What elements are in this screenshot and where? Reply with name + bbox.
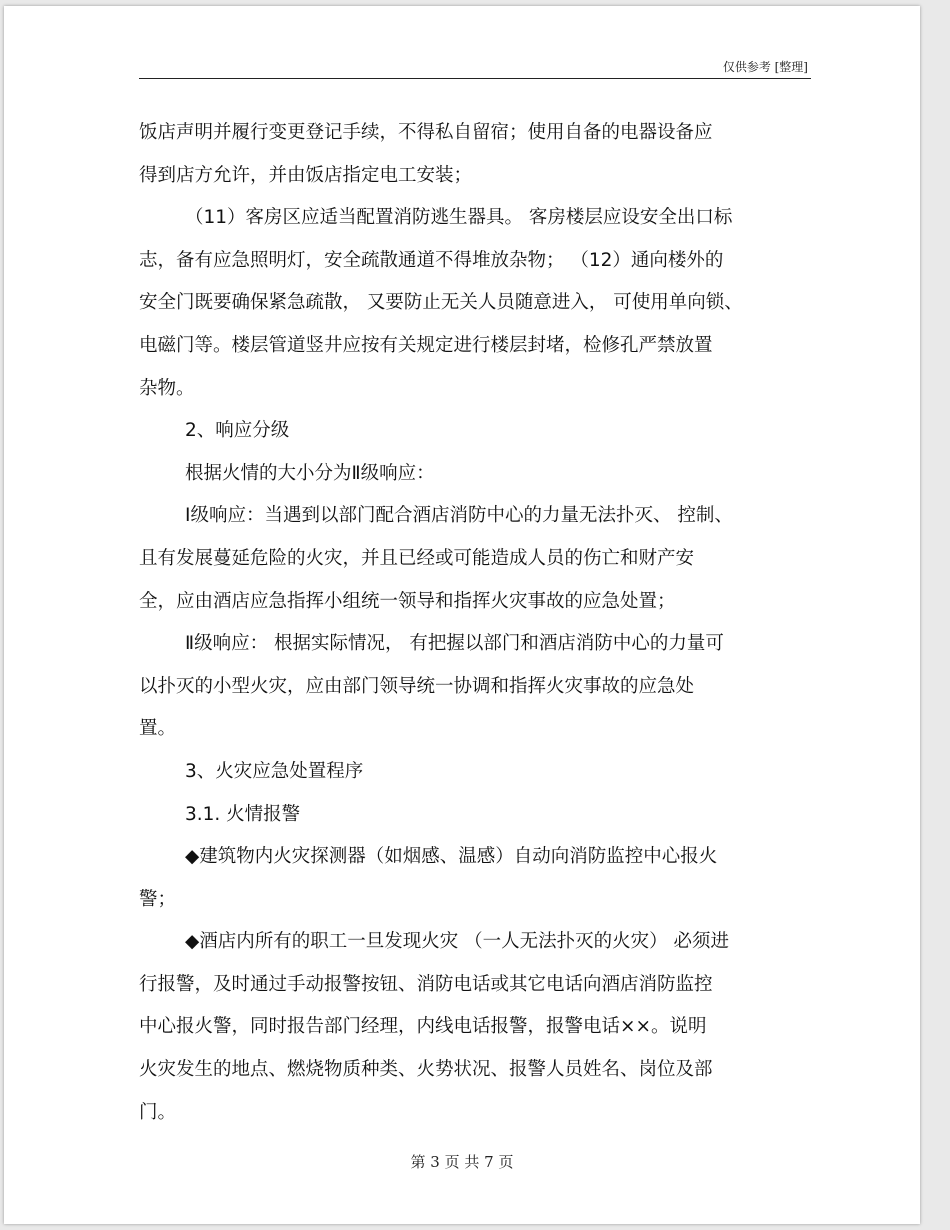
header-divider <box>139 78 811 79</box>
text-line: ◆酒店内所有的职工一旦发现火灾 （一人无法扑灭的火灾） 必须进 <box>185 931 729 953</box>
text-line: ◆建筑物内火灾探测器（如烟感、温感）自动向消防监控中心报火 <box>185 846 718 868</box>
text-line: Ⅰ级响应：当遇到以部门配合酒店消防中心的力量无法扑灭、 控制、 <box>185 505 733 527</box>
text-line: 门。 <box>139 1101 177 1123</box>
text-line: 火灾发生的地点、燃烧物质种类、火势状况、报警人员姓名、岗位及部 <box>139 1059 713 1081</box>
text-line: Ⅱ级响应： 根据实际情况， 有把握以部门和酒店消防中心的力量可 <box>185 633 724 655</box>
text-line: 全，应由酒店应急指挥小组统一领导和指挥火灾事故的应急处置； <box>139 590 676 612</box>
text-line: 安全门既要确保紧急疏散， 又要防止无关人员随意进入， 可使用单向锁、 <box>139 292 743 314</box>
text-line: 志，备有应急照明灯，安全疏散通道不得堆放杂物； （12）通向楼外的 <box>139 249 724 271</box>
text-line: 中心报火警，同时报告部门经理，内线电话报警，报警电话××。说明 <box>139 1016 707 1038</box>
text-line: 且有发展蔓延危险的火灾，并且已经或可能造成人员的伤亡和财产安 <box>139 547 695 569</box>
text-line: 得到店方允许，并由饭店指定电工安装； <box>139 164 473 186</box>
text-line: 行报警，及时通过手动报警按钮、消防电话或其它电话向酒店消防监控 <box>139 973 713 995</box>
text-line: 杂物。 <box>139 377 195 399</box>
document-page <box>4 6 920 1224</box>
text-line: 饭店声明并履行变更登记手续，不得私自留宿；使用自备的电器设备应 <box>139 122 713 143</box>
page-header: 仅供参考 [整理] <box>722 60 808 74</box>
text-line: （11）客房区应适当配置消防逃生器具。 客房楼层应设安全出口标 <box>185 207 733 229</box>
text-line: 以扑灭的小型火灾，应由部门领导统一协调和指挥火灾事故的应急处 <box>139 675 695 697</box>
subsection-heading: 3.1. 火情报警 <box>185 803 301 825</box>
text-line: 根据火情的大小分为Ⅱ级响应： <box>185 462 435 484</box>
text-line: 置。 <box>139 718 177 740</box>
section-heading: 3、火灾应急处置程序 <box>185 760 364 782</box>
section-heading: 2、响应分级 <box>185 420 290 442</box>
page-footer: 第 3 页 共 7 页 <box>410 1153 514 1171</box>
text-line: 电磁门等。楼层管道竖井应按有关规定进行楼层封堵，检修孔严禁放置 <box>139 334 713 356</box>
text-line: 警； <box>139 888 177 910</box>
document-body <box>139 112 814 1134</box>
